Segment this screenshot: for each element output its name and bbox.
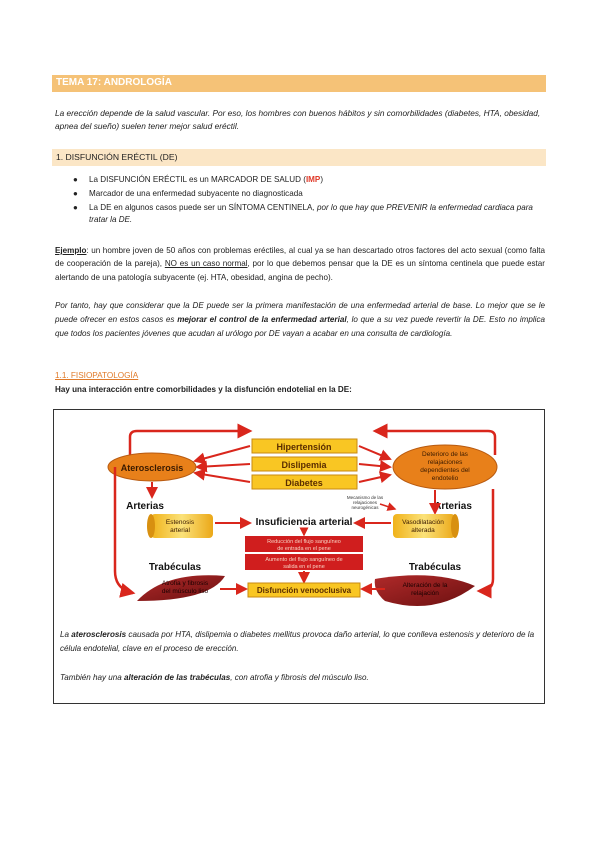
arterias-right-label: Arterias bbox=[434, 501, 472, 512]
endothelium-label: Deterioro de las bbox=[422, 451, 468, 458]
trabeculas-left-label: Trabéculas bbox=[148, 562, 202, 573]
endothelium-label: endotelio bbox=[431, 475, 459, 482]
vasodilation-label: Vasodilatación bbox=[402, 519, 444, 526]
intro-paragraph: La erección depende de la salud vascular. Por eso, los hombres con buenos hábitos y sin comorbilidades (diabetes, HTA, obesidad, apnea del sueño) suelen tener mejor salud eréctil. bbox=[55, 108, 541, 132]
inflow-label: de entrada en el pene bbox=[277, 546, 331, 552]
figure-caption-2: También hay una alteración de las trabéculas, con atrofia y fibrosis del músculo liso. bbox=[60, 673, 369, 682]
vasodilation-label: alterada bbox=[411, 527, 435, 534]
endothelium-label: relajaciones bbox=[427, 459, 463, 466]
leaf-right-label: relajación bbox=[411, 590, 439, 597]
bullet-icon: ● bbox=[73, 189, 78, 199]
arrow bbox=[359, 475, 390, 482]
page-title: TEMA 17: ANDROLOGÍA bbox=[52, 75, 546, 92]
stenosis-label: Estenosis bbox=[165, 519, 195, 526]
bullet-icon: ● bbox=[73, 203, 78, 213]
note-text: relajaciones bbox=[352, 500, 378, 505]
arrow bbox=[195, 473, 250, 482]
bullet-list bbox=[70, 174, 540, 228]
leaf-left-label: Atrofia y fibrosis bbox=[161, 580, 209, 587]
note-text: neurogénicas bbox=[351, 505, 379, 510]
risk-label: Diabetes bbox=[285, 478, 323, 488]
bullet-icon: ● bbox=[73, 175, 78, 184]
loop-arrow bbox=[115, 467, 133, 593]
outflow-label: salida en el pene bbox=[283, 564, 325, 570]
endothelium-label: dependientes del bbox=[420, 467, 470, 474]
list-item: ● Marcador de una enfermedad subyacente no diagnosticada bbox=[73, 189, 303, 199]
arrow bbox=[359, 446, 390, 459]
inflow-label: Reducción del flujo sanguíneo bbox=[267, 539, 341, 545]
subsection-heading: 1.1. FISIOPATOLOGÍA bbox=[55, 371, 139, 380]
conclusion-paragraph: Por tanto, hay que considerar que la DE puede ser la primera manifestación de una enfermedad arterial de base. Lo mejor que se le puede ofrecer en estos casos es mejorar el control de la enfermedad arterial, lo que a su vez puede revertir la DE. Esto no implica que todos los pacientes jóvenes que acudan al urólogo por DE vayan a acabar en una consulta de cardiología. bbox=[55, 301, 546, 338]
figure-caption: La aterosclerosis causada por HTA, dislipemia o diabetes mellitus provoca daño arterial, lo que conlleva estenosis y deterioro de la célula endotelial, clave en el proceso de erección. bbox=[60, 630, 535, 654]
vasodilation-cylinder bbox=[393, 514, 455, 538]
arrow bbox=[197, 464, 250, 467]
example-paragraph: Ejemplo: un hombre joven de 50 años con problemas eréctiles, al cual ya se han descartado otros factores del acto sexual (como falta de cooperación de la pareja), NO es un caso normal, por lo que debemos pensar que la DE es un síntoma centinela que puede estar alertando de una patología subyacente (ej. HTA, obesidad, angina de pecho). bbox=[55, 246, 545, 282]
pathophysiology-diagram bbox=[55, 411, 543, 619]
list-item: ● La DISFUNCIÓN ERÉCTIL es un MARCADOR DE SALUD (IMP) bbox=[73, 175, 324, 184]
risk-label: Hipertensión bbox=[276, 442, 332, 452]
arterias-left-label: Arterias bbox=[126, 501, 164, 512]
note-text: Mecanismo de las bbox=[346, 495, 384, 500]
arrow bbox=[359, 464, 390, 467]
trabeculas-right-label: Trabéculas bbox=[408, 562, 462, 573]
leaf-left-label: del músculo liso bbox=[161, 588, 209, 595]
stenosis-cylinder bbox=[151, 514, 213, 538]
venooclusive-label: Disfunción venooclusiva bbox=[256, 586, 352, 595]
outflow-label: Aumento del flujo sanguíneo de bbox=[265, 557, 343, 563]
risk-label: Dislipemia bbox=[281, 460, 327, 470]
imp-tag: IMP bbox=[305, 175, 321, 184]
arrow bbox=[195, 446, 250, 461]
insufficiency-title: Insuficiencia arterial bbox=[255, 517, 353, 528]
cylinder-cap bbox=[147, 514, 155, 538]
section-heading: 1. DISFUNCIÓN ERÉCTIL (DE) bbox=[52, 149, 546, 166]
arrow bbox=[380, 504, 395, 509]
leaf-right-label: Alteración de la bbox=[402, 582, 448, 589]
stenosis-label: arterial bbox=[170, 527, 190, 534]
cylinder-cap bbox=[451, 514, 459, 538]
subsection-text: Hay una interacción entre comorbilidades y la disfunción endotelial en la DE: bbox=[55, 385, 352, 394]
loop-arrow bbox=[479, 489, 493, 591]
list-item: ● La DE en algunos casos puede ser un SÍNTOMA CENTINELA, por lo que hay que PREVENIR la enfermedad cardiaca para tratar la DE. bbox=[73, 203, 533, 225]
atherosclerosis-label: Aterosclerosis bbox=[120, 463, 184, 473]
